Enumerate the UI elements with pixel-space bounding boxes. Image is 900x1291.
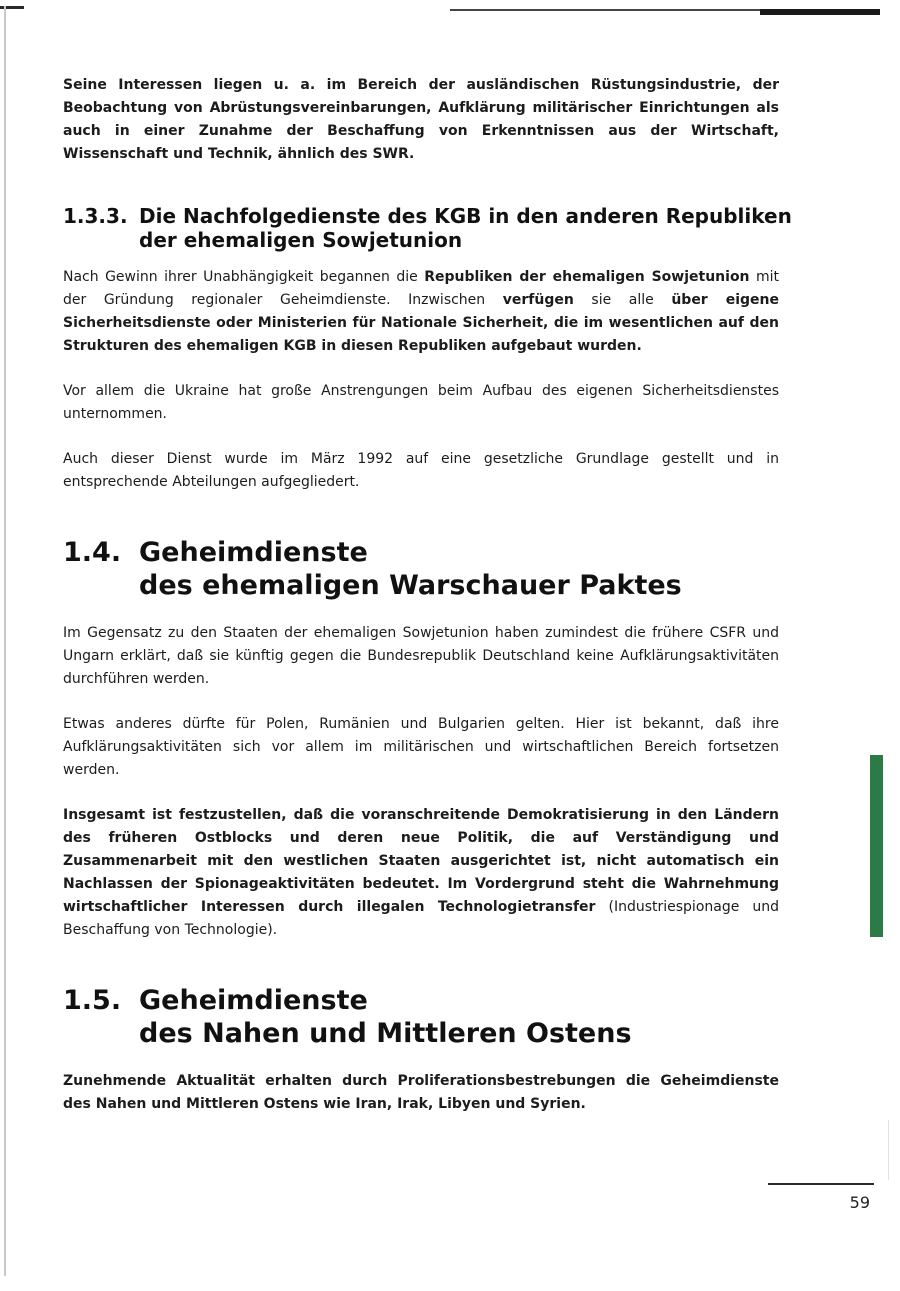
section-title-line: Die Nachfolgedienste des KGB in den anderen Republiken: [139, 204, 792, 228]
page-number: 59: [849, 1193, 870, 1212]
paragraph: Vor allem die Ukraine hat große Anstrengungen beim Aufbau des eigenen Sicherheitsdienstes unternommen.: [63, 383, 779, 422]
page-content: [63, 74, 792, 1116]
section-1-4-heading: [63, 536, 779, 602]
intro-paragraph: Seine Interessen liegen u. a. im Bereich der ausländischen Rüstungsindustrie, der Beobachtung von Abrüstungsvereinbarungen, Aufklärung militärischer Einrichtungen als auch in einer Zunahme der Beschaffung von Erkenntnissen aus der Wirtschaft, Wissenschaft und Technik, ähnlich des SWR.: [63, 77, 779, 162]
section-number: 1.5.: [63, 985, 122, 1016]
section-title-line: des ehemaligen Warschauer Paktes: [139, 570, 682, 601]
section-title: [139, 536, 682, 602]
scan-edge-line: [4, 6, 6, 1276]
paragraph: Nach Gewinn ihrer Unabhängigkeit begannen die Republiken der ehemaligen Sowjetunion mit der Gründung regionaler Geheimdienste. Inzwischen verfügen sie alle über eigene Sicherheitsdienste oder Ministerien für Nationale Sicherheit, die im wesentlichen auf den Strukturen des ehemaligen KGB in diesen Republiken aufgebaut wurden.: [63, 269, 779, 354]
paragraph: Im Gegensatz zu den Staaten der ehemaligen Sowjetunion haben zumindest die frühere CSFR und Ungarn erklärt, daß sie künftig gegen die Bundesrepublik Deutschland keine Aufklärungsaktivitäten durchführen werden.: [63, 625, 779, 687]
paragraph: Zunehmende Aktualität erhalten durch Proliferationsbestrebungen die Geheimdienste des Nahen und Mittleren Ostens wie Iran, Irak, Libyen und Syrien.: [63, 1073, 779, 1112]
section-title-line: der ehemaligen Sowjetunion: [139, 228, 463, 252]
section-1-5-heading: [63, 984, 779, 1050]
header-rule-accent: [760, 9, 880, 15]
section-title: [139, 204, 792, 252]
paragraph: Etwas anderes dürfte für Polen, Rumänien und Bulgarien gelten. Hier ist bekannt, daß ihre Aufklärungsaktivitäten sich vor allem im militärischen und wirtschaftlichen Bereich fortsetzen werden.: [63, 716, 779, 778]
green-margin-bar: [870, 755, 883, 937]
section-title: [139, 984, 632, 1050]
section-title-line: Geheimdienste: [139, 537, 368, 568]
footer-rule: [768, 1183, 874, 1185]
section-title-line: Geheimdienste: [139, 985, 368, 1016]
section-number: 1.4.: [63, 537, 122, 568]
section-1-3-3-heading: [63, 204, 792, 252]
section-title-line: des Nahen und Mittleren Ostens: [139, 1018, 632, 1049]
section-number: 1.3.3.: [63, 204, 128, 228]
paragraph: Insgesamt ist festzustellen, daß die voranschreitende Demokratisierung in den Ländern des früheren Ostblocks und deren neue Politik, die auf Verständigung und Zusammenarbeit mit den westlichen Staaten ausgerichtet ist, nicht automatisch ein Nachlassen der Spionageaktivitäten bedeutet. Im Vordergrund steht die Wahrnehmung wirtschaftlicher Interessen durch illegalen Technologietransfer (Industriespionage und Beschaffung von Technologie).: [63, 807, 779, 938]
margin-line: [888, 1120, 889, 1180]
paragraph: Auch dieser Dienst wurde im März 1992 auf eine gesetzliche Grundlage gestellt und in entsprechende Abteilungen aufgegliedert.: [63, 451, 779, 490]
